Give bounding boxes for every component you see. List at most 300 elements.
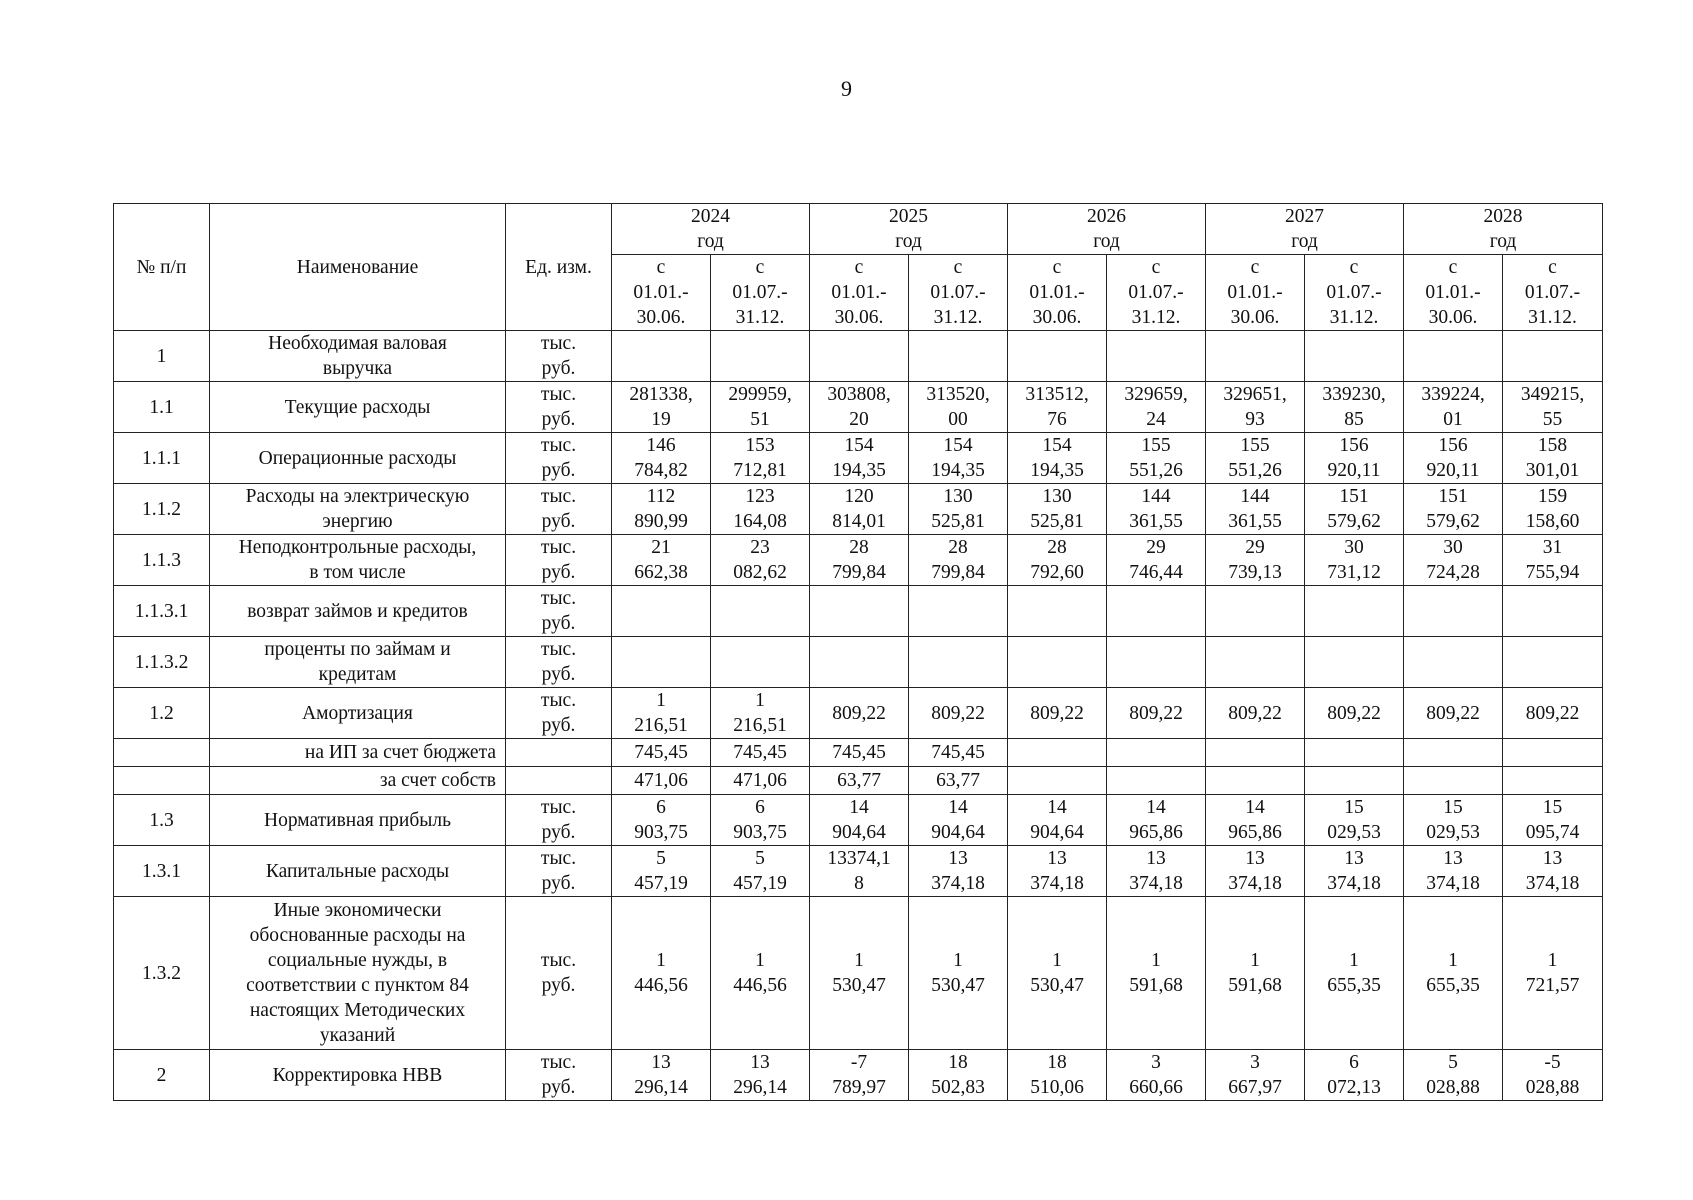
table-row [114,433,1603,484]
value-cell [1305,795,1404,846]
cell-line: на ИП за счет бюджета [304,742,496,763]
value-cell [909,586,1008,637]
row-unit [506,897,612,1050]
value-cell [1107,795,1206,846]
cell-line: 23 [750,537,770,558]
table-row [114,586,1603,637]
cell-line: 579,62 [1327,511,1381,532]
value-cell [711,739,810,767]
value-cell [1503,484,1603,535]
cell-line: 809,22 [1129,702,1183,724]
cell-line: 792,60 [1030,562,1084,583]
cell-line: 301,01 [1525,460,1580,481]
cell-line: 591,68 [1129,975,1183,996]
row-unit [506,637,612,688]
cell-line: 01 [1443,409,1463,430]
table-row [114,846,1603,897]
cell-line: 1 [755,690,765,711]
cell-line: 123 [745,486,775,507]
value-cell [909,767,1008,795]
cell-line: 30.06. [1230,307,1280,328]
cell-line: 14 [1146,797,1166,818]
cell-line: 154 [844,435,874,456]
value-cell [1404,382,1503,433]
cell-line: 5 [656,848,666,869]
cell-line: 903,75 [634,822,688,843]
row-unit [506,1050,612,1101]
cell-line: 13 [750,1052,770,1073]
value-cell [1206,637,1305,688]
value-cell [1008,586,1107,637]
value-cell [1503,897,1603,1050]
cell-line: с [1151,257,1161,278]
table-row [114,795,1603,846]
value-cell [711,586,810,637]
value-cell [711,637,810,688]
cell-line: 63,77 [936,770,980,791]
cell-line: 446,56 [733,975,787,996]
cell-line: 155 [1141,435,1171,456]
cell-line: 216,51 [733,715,787,736]
value-cell [1305,897,1404,1050]
value-cell [612,739,711,767]
row-name [210,535,506,586]
value-cell [1404,637,1503,688]
value-cell [909,1050,1008,1101]
cell-line: с [953,257,963,278]
value-cell [1404,846,1503,897]
cell-line: 15 [1542,797,1563,818]
cell-line: 339230, [1322,384,1386,405]
value-cell [1404,586,1503,637]
cell-line: с [854,257,864,278]
value-cell [711,846,810,897]
value-cell [1008,637,1107,688]
cell-line: 24 [1146,409,1166,430]
cell-line: 18 [948,1052,968,1073]
cell-line: руб. [541,409,576,430]
cell-line: 712,81 [733,460,787,481]
cell-line: 151 [1438,486,1468,507]
cell-line: 904,64 [931,822,985,843]
header-unit: Ед. изм. [506,204,612,331]
cell-line: 457,19 [733,873,787,894]
cell-line: 755,94 [1525,562,1580,583]
value-cell [1305,637,1404,688]
cell-line: 8 [854,873,864,894]
cell-line: 471,06 [733,770,787,791]
cell-line: в том числе [309,562,406,583]
table-row [114,1050,1603,1101]
value-cell [1404,433,1503,484]
cell-line: 799,84 [931,562,985,583]
page-number: 9 [841,76,852,101]
cell-line: 667,97 [1228,1077,1282,1098]
cell-line: 721,57 [1525,975,1580,996]
cell-line: 655,35 [1327,975,1381,996]
cell-line: 029,53 [1426,822,1480,843]
cell-line: за счет собств [379,770,496,791]
header-period [909,255,1008,331]
cell-line: 01.07.- [1128,282,1184,303]
value-cell [810,535,909,586]
table-row [114,688,1603,739]
cell-line: 745,45 [931,742,985,763]
cell-line: 13 [651,1052,671,1073]
value-cell [1503,433,1603,484]
cell-line: с [1250,257,1260,278]
cell-line: 374,18 [1030,873,1084,894]
cell-line: 20 [849,409,869,430]
value-cell [612,535,711,586]
cell-line: тыс. [540,797,577,818]
cell-line: 349215, [1520,384,1585,405]
cell-line: 374,18 [1426,873,1480,894]
cell-line: настоящих Методических [249,1000,466,1021]
value-cell [1305,739,1404,767]
row-name [210,846,506,897]
cell-line: 01.01.- [1029,282,1085,303]
cell-line: 151 [1339,486,1369,507]
cell-line: 655,35 [1426,975,1480,996]
cell-line: 30.06. [834,307,884,328]
value-cell [1008,484,1107,535]
cell-line: 194,35 [832,460,886,481]
cell-line: 525,81 [931,511,985,532]
row-unit [506,331,612,382]
cell-line: 28 [948,537,968,558]
cell-line: 510,06 [1030,1077,1084,1098]
header-year-2026: 2026 год [1008,204,1206,255]
value-cell [909,433,1008,484]
value-cell [1206,382,1305,433]
cell-line: Нормативная прибыль [263,809,451,831]
row-unit [506,767,612,795]
value-cell [1206,846,1305,897]
cell-line: 530,47 [931,975,985,996]
cell-line: тыс. [540,1052,577,1073]
row-number: 1.2 [114,688,210,739]
cell-line: 281338, [629,384,693,405]
cell-line: 14 [849,797,869,818]
value-cell [1107,535,1206,586]
cell-line: 502,83 [931,1077,985,1098]
value-cell [612,433,711,484]
value-cell [810,586,909,637]
cell-line: 1 [854,950,864,971]
row-number: 1.1.2 [114,484,210,535]
cell-line: обоснованные расходы на [249,925,466,946]
cell-line: 339224, [1421,384,1485,405]
cell-line: 6 [1349,1052,1359,1073]
cell-line: 154 [1042,435,1072,456]
table-row [114,331,1603,382]
cell-line: 155 [1240,435,1270,456]
value-cell [1404,535,1503,586]
cell-line: 13 [1344,848,1364,869]
header-period [1503,255,1603,331]
row-name [210,331,506,382]
value-cell [909,688,1008,739]
value-cell [1107,1050,1206,1101]
cell-line: энергию [322,511,393,532]
header-period [1008,255,1107,331]
row-number: 2 [114,1050,210,1101]
cell-line: 13 [1542,848,1563,869]
cell-line: 164,08 [733,511,787,532]
cell-line: 93 [1245,409,1265,430]
cell-line: 1 [1547,950,1558,971]
value-cell [1305,484,1404,535]
row-number: 1.3.1 [114,846,210,897]
cell-line: Текущие расходы [284,396,431,418]
value-cell [1008,382,1107,433]
value-cell [1008,767,1107,795]
cell-line: 112 [646,486,676,507]
header-year-2028: 2028 год [1404,204,1603,255]
cell-line: Расходы на электрическую [245,486,470,507]
table-row [114,484,1603,535]
cell-line: 1 [656,690,666,711]
value-cell [1305,382,1404,433]
cell-line: 579,62 [1426,511,1480,532]
cell-line: 329651, [1223,384,1287,405]
value-cell [1404,795,1503,846]
value-cell [1206,739,1305,767]
cell-line: тыс. [540,690,577,711]
value-cell [810,331,909,382]
cell-line: Необходимая валовая [268,333,447,354]
cell-line: Корректировка НВВ [272,1064,443,1086]
value-cell [612,331,711,382]
value-cell [810,795,909,846]
budget-table [113,203,1603,1101]
value-cell [711,382,810,433]
cell-line: 00 [948,409,968,430]
value-cell [1008,535,1107,586]
cell-line: 591,68 [1228,975,1282,996]
cell-line: 30 [1443,537,1463,558]
cell-line: 920,11 [1426,460,1480,481]
value-cell [810,433,909,484]
value-cell [1305,586,1404,637]
value-cell [612,1050,711,1101]
cell-line: 299959, [728,384,792,405]
value-cell [612,795,711,846]
cell-line: 029,53 [1327,822,1381,843]
value-cell [909,331,1008,382]
row-number: 1.1 [114,382,210,433]
cell-line: 85 [1344,409,1364,430]
header-year-2025: 2025 год [810,204,1008,255]
header-period [1206,255,1305,331]
header-period [1107,255,1206,331]
cell-line: 31.12. [1329,307,1379,328]
value-cell [1404,1050,1503,1101]
cell-line: 1 [1151,950,1161,971]
cell-line: 158 [1537,435,1568,456]
cell-line: 156 [1339,435,1369,456]
row-unit [506,382,612,433]
cell-line: 21 [651,537,671,558]
cell-line: 660,66 [1129,1077,1183,1098]
value-cell [1503,1050,1603,1101]
value-cell [909,795,1008,846]
cell-line: 30.06. [1032,307,1082,328]
value-cell [612,897,711,1050]
row-name [210,484,506,535]
cell-line: 216,51 [634,715,688,736]
value-cell [1404,688,1503,739]
cell-line: 457,19 [634,873,688,894]
cell-line: 01.07.- [732,282,788,303]
value-cell [711,433,810,484]
cell-line: 525,81 [1030,511,1084,532]
cell-line: 130 [1042,486,1072,507]
cell-line: 329659, [1124,384,1188,405]
row-name [210,688,506,739]
value-cell [1008,795,1107,846]
row-number: 1.3 [114,795,210,846]
cell-line: руб. [541,511,576,532]
cell-line: 15 [1443,797,1463,818]
cell-line: 1 [1448,950,1458,971]
table-body [114,331,1603,1101]
cell-line: 30.06. [1428,307,1478,328]
row-name [210,767,506,795]
cell-line: тыс. [540,537,577,558]
cell-line: 120 [844,486,874,507]
cell-line: 809,22 [1426,702,1480,724]
value-cell [1107,897,1206,1050]
table-header [114,204,1603,331]
table-row [114,535,1603,586]
value-cell [909,739,1008,767]
cell-line: 3 [1151,1052,1161,1073]
value-cell [810,382,909,433]
value-cell [1107,739,1206,767]
value-cell [1305,433,1404,484]
row-number: 1.1.3.2 [114,637,210,688]
cell-line: 374,18 [1129,873,1183,894]
cell-line: 19 [651,409,671,430]
value-cell [711,1050,810,1101]
cell-line: руб. [541,1077,576,1098]
cell-line: 361,55 [1129,511,1183,532]
value-cell [1404,484,1503,535]
value-cell [1206,433,1305,484]
cell-line: 1 [1349,950,1359,971]
cell-line: с [755,257,765,278]
cell-line: тыс. [540,588,577,609]
row-unit [506,739,612,767]
cell-line: 30 [1344,537,1364,558]
cell-line: 01.07.- [1524,282,1581,303]
cell-line: 303808, [827,384,891,405]
row-name [210,586,506,637]
value-cell [810,897,909,1050]
value-cell [711,688,810,739]
cell-line: 13 [1146,848,1166,869]
cell-line: 5 [1448,1052,1458,1073]
cell-line: 965,86 [1228,822,1282,843]
value-cell [1107,637,1206,688]
cell-line: 14 [948,797,968,818]
table-row [114,382,1603,433]
value-cell [612,484,711,535]
value-cell [1107,688,1206,739]
value-cell [1107,484,1206,535]
cell-line: 662,38 [634,562,688,583]
cell-line: 965,86 [1129,822,1183,843]
value-cell [1404,767,1503,795]
row-name [210,433,506,484]
value-cell [1305,846,1404,897]
cell-line: 158,60 [1525,511,1580,532]
cell-line: тыс. [540,486,577,507]
value-cell [1404,897,1503,1050]
cell-line: соответствии с пунктом 84 [246,975,469,996]
cell-line: 028,88 [1525,1077,1580,1098]
cell-line: 809,22 [1228,702,1282,724]
cell-line: Иные экономически [273,900,442,921]
cell-line: -7 [850,1052,868,1073]
value-cell [909,637,1008,688]
cell-line: 13 [1047,848,1067,869]
cell-line: 1 [656,950,666,971]
cell-line: кредитам [318,664,397,685]
value-cell [1503,767,1603,795]
header-period [1404,255,1503,331]
row-unit [506,586,612,637]
cell-line: 31.12. [735,307,785,328]
value-cell [810,767,909,795]
cell-line: 15 [1344,797,1364,818]
header-period [612,255,711,331]
value-cell [1305,688,1404,739]
row-number: 1 [114,331,210,382]
cell-line: 13 [948,848,968,869]
value-cell [1404,331,1503,382]
header-period [711,255,810,331]
cell-line: 904,64 [832,822,886,843]
cell-line: руб. [541,822,576,843]
value-cell [1008,739,1107,767]
cell-line: с [1349,257,1359,278]
cell-line: 01.01.- [1227,282,1283,303]
value-cell [1206,767,1305,795]
cell-line: 31.12. [1528,307,1577,328]
value-cell [1107,382,1206,433]
value-cell [909,535,1008,586]
cell-line: 530,47 [1030,975,1084,996]
cell-line: 3 [1250,1052,1260,1073]
value-cell [810,484,909,535]
cell-line: 809,22 [1030,702,1084,724]
cell-line: 551,26 [1228,460,1282,481]
value-cell [810,637,909,688]
cell-line: 746,44 [1129,562,1183,583]
cell-line: руб. [541,975,576,996]
cell-line: 745,45 [733,742,787,763]
cell-line: 144 [1141,486,1171,507]
cell-line: 784,82 [634,460,688,481]
cell-line: Операционные расходы [258,447,457,469]
row-number: 1.1.1 [114,433,210,484]
cell-line: тыс. [540,333,577,354]
value-cell [1008,433,1107,484]
cell-line: 904,64 [1030,822,1084,843]
